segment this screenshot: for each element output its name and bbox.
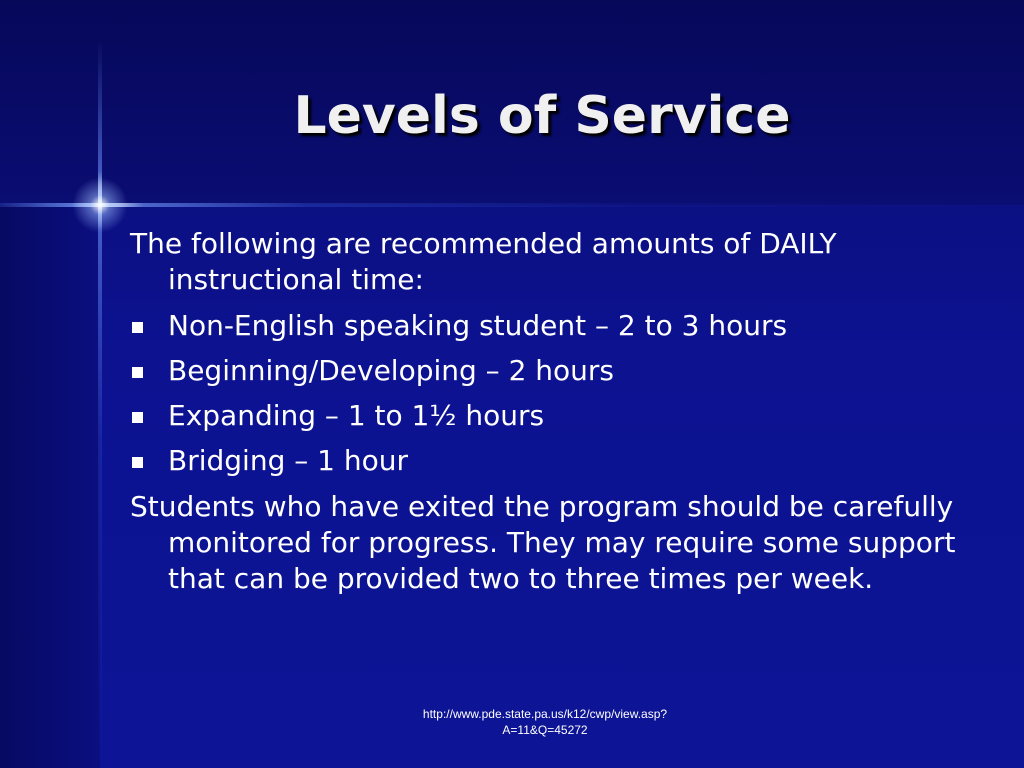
square-bullet-icon <box>132 412 143 423</box>
list-item-text: Non-English speaking student – 2 to 3 hours <box>168 309 788 342</box>
list-item-text: Bridging – 1 hour <box>168 444 408 477</box>
list-item-text: Expanding – 1 to 1½ hours <box>168 399 545 432</box>
left-band <box>0 205 100 768</box>
sparkle-glow <box>72 177 128 233</box>
slide-body <box>130 226 980 607</box>
list-item <box>130 443 980 479</box>
service-levels-list <box>130 308 980 479</box>
list-item <box>130 398 980 434</box>
intro-paragraph: The following are recommended amounts of DAILY instructional time: <box>130 227 837 296</box>
closing-paragraph: Students who have exited the program should be carefully monitored for progress. They may require some support that can be provided two to three times per week. <box>130 490 956 595</box>
list-item <box>130 308 980 344</box>
square-bullet-icon <box>132 367 143 378</box>
square-bullet-icon <box>132 457 143 468</box>
slide-title: Levels of Service <box>293 86 791 146</box>
source-url-line-1[interactable]: http://www.pde.state.pa.us/k12/cwp/view.asp? <box>422 707 668 721</box>
source-url-line-2[interactable]: A=11&Q=45272 <box>502 723 588 737</box>
list-item <box>130 353 980 389</box>
source-url-footer[interactable] <box>380 706 710 738</box>
square-bullet-icon <box>132 322 143 333</box>
sparkle-horizontal-line <box>0 203 1024 207</box>
list-item-text: Beginning/Developing – 2 hours <box>168 354 615 387</box>
